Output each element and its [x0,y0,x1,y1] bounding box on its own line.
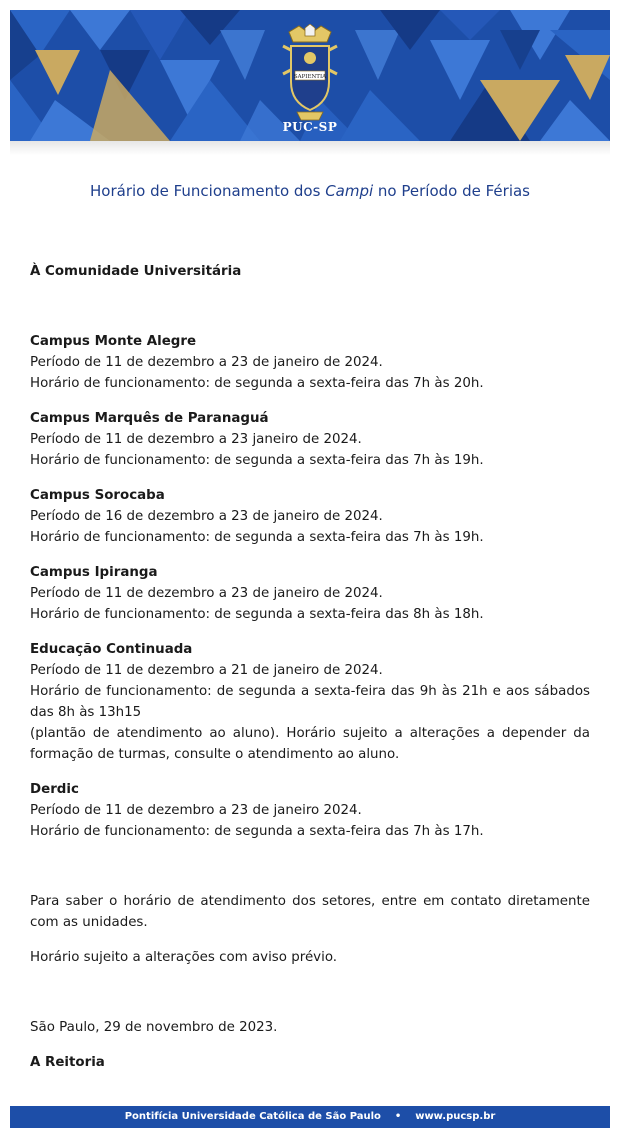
campus-period: Período de 11 de dezembro a 23 janeiro de 2024. [30,432,362,447]
campus-block [30,639,590,765]
footer-website-link[interactable]: www.pucsp.br [415,1111,496,1122]
campus-hours: Horário de funcionamento: de segunda a sexta-feira das 7h às 17h. [30,824,484,839]
campus-block [30,562,590,625]
campus-name: Campus Ipiranga [30,565,158,580]
campus-name: Campus Monte Alegre [30,334,197,349]
title-after: no Período de Férias [373,182,530,200]
campus-period: Período de 16 de dezembro a 23 de janeiro de 2024. [30,509,383,524]
campus-block [30,779,590,842]
campus-hours: Horário de funcionamento: de segunda a sexta-feira das 7h às 19h. [30,530,484,545]
campus-name: Derdic [30,782,79,797]
page-title [10,182,610,200]
date-line: São Paulo, 29 de novembro de 2023. [30,1020,278,1035]
campus-period: Período de 11 de dezembro a 21 de janeiro de 2024. [30,663,383,678]
crest-text: SAPIENTIA [293,74,327,80]
campus-period: Período de 11 de dezembro a 23 de janeiro de 2024. [30,355,383,370]
campus-extra: (plantão de atendimento ao aluno). Horário sujeito a alterações a depender da formação de turmas, consulte o atendimento ao aluno. [30,726,590,762]
greeting: À Comunidade Universitária [30,264,242,279]
campus-block [30,331,590,394]
campus-period: Período de 11 de dezembro a 23 de janeiro 2024. [30,803,362,818]
brand-name: PUC-SP [282,120,338,134]
signature: A Reitoria [30,1055,105,1070]
footer-separator: • [394,1111,402,1122]
campus-name: Campus Sorocaba [30,488,165,503]
campus-block [30,408,590,471]
title-before: Horário de Funcionamento dos [90,182,326,200]
title-emphasis: Campi [325,182,374,200]
footer-institution: Pontifícia Universidade Católica de São Paulo [124,1111,381,1122]
header-shadow [10,141,610,155]
header-banner [10,10,610,141]
contact-note: Para saber o horário de atendimento dos setores, entre em contato diretamente com as unidades. [30,894,590,930]
campus-block [30,485,590,548]
notice-body [30,261,590,1073]
changes-note: Horário sujeito a alterações com aviso prévio. [30,950,338,965]
campus-name: Campus Marquês de Paranaguá [30,411,269,426]
campus-hours: Horário de funcionamento: de segunda a sexta-feira das 7h às 19h. [30,453,484,468]
campus-hours: Horário de funcionamento: de segunda a sexta-feira das 8h às 18h. [30,607,484,622]
campus-period: Período de 11 de dezembro a 23 de janeiro de 2024. [30,586,383,601]
campus-hours: Horário de funcionamento: de segunda a sexta-feira das 7h às 20h. [30,376,484,391]
puc-crest-logo [275,24,345,124]
footer-bar [10,1106,610,1128]
campus-name: Educação Continuada [30,642,193,657]
campus-hours: Horário de funcionamento: de segunda a sexta-feira das 9h às 21h e aos sábados das 8h às 13h15 [30,684,590,720]
